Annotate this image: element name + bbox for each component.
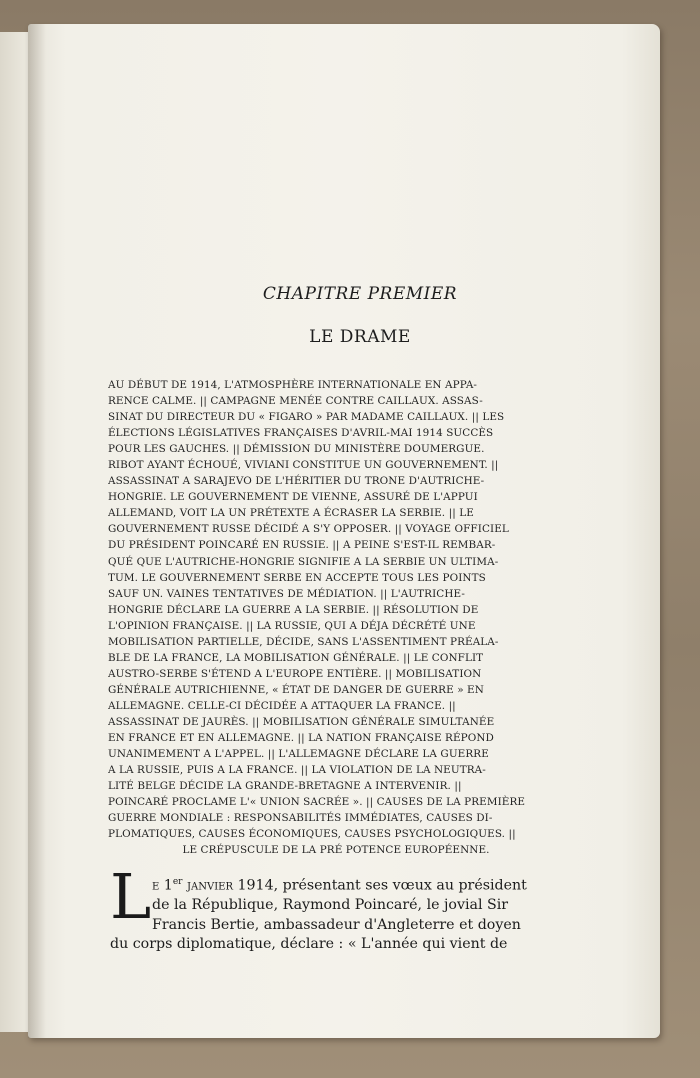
- summary-line: ASSASSINAT A SARAJEVO DE L'HÉRITIER DU TRONE D'AUTRICHE-: [108, 475, 485, 488]
- summary-line: SINAT DU DIRECTEUR DU « FIGARO » PAR MADAME CAILLAUX. || LES: [108, 411, 505, 424]
- summary-line: POINCARÉ PROCLAME L'« UNION SACRÉE ». || CAUSES DE LA PREMIÈRE: [108, 796, 526, 809]
- summary-line: HONGRIE DÉCLARE LA GUERRE A LA SERBIE. || RÉSOLUTION DE: [108, 603, 479, 616]
- summary-line: BLE DE LA FRANCE, LA MOBILISATION GÉNÉRALE. || LE CONFLIT: [108, 651, 484, 664]
- summary-line: PLOMATIQUES, CAUSES ÉCONOMIQUES, CAUSES PSYCHOLOGIQUES. ||: [108, 828, 516, 841]
- summary-line: QUÉ QUE L'AUTRICHE-HONGRIE SIGNIFIE A LA SERBIE UN ULTIMA-: [108, 555, 499, 568]
- summary-line: HONGRIE. LE GOUVERNEMENT DE VIENNE, ASSURÉ DE L'APPUI: [108, 491, 478, 504]
- summary-line: POUR LES GAUCHES. || DÉMISSION DU MINISTÈRE DOUMERGUE.: [108, 443, 485, 456]
- ordinal-superscript: er: [172, 877, 183, 887]
- summary-line: LITÉ BELGE DÉCIDE LA GRANDE-BRETAGNE A INTERVENIR. ||: [108, 780, 462, 793]
- summary-line: L'OPINION FRANÇAISE. || LA RUSSIE, QUI A DÉJA DÉCRÉTÉ UNE: [108, 619, 476, 632]
- summary-line: ÉLECTIONS LÉGISLATIVES FRANÇAISES D'AVRIL-MAI 1914 SUCCÈS: [108, 427, 494, 440]
- body-paragraph: [110, 873, 566, 955]
- drop-cap: L: [110, 860, 152, 933]
- summary-line: TUM. LE GOUVERNEMENT SERBE EN ACCEPTE TOUS LES POINTS: [108, 571, 486, 584]
- body-line-1-smallcaps-pre: e 1: [152, 877, 173, 894]
- summary-line: GUERRE MONDIALE : RESPONSABILITÉS IMMÉDIATES, CAUSES DI-: [108, 812, 493, 825]
- body-line-1-rest: présentant ses vœux au président: [278, 877, 527, 894]
- chapter-heading: CHAPITRE PREMIER: [262, 284, 458, 304]
- summary-line: UNANIMEMENT A L'APPEL. || L'ALLEMAGNE DÉCLARE LA GUERRE: [108, 748, 489, 761]
- summary-last-line: LE CRÉPUSCULE DE LA PRÉ POTENCE EUROPÉENNE.: [182, 844, 490, 857]
- summary-line: RIBOT AYANT ÉCHOUÉ, VIVIANI CONSTITUE UN GOUVERNEMENT. ||: [108, 459, 499, 472]
- page-gutter-shadow: [28, 24, 46, 1038]
- chapter-summary: [108, 377, 564, 858]
- summary-line: SAUF UN. VAINES TENTATIVES DE MÉDIATION. || L'AUTRICHE-: [108, 587, 466, 600]
- chapter-title: LE DRAME: [309, 327, 411, 347]
- summary-line: MOBILISATION PARTIELLE, DÉCIDE, SANS L'ASSENTIMENT PRÉALA-: [108, 635, 499, 648]
- summary-line: ALLEMAGNE. CELLE-CI DÉCIDÉE A ATTAQUER LA FRANCE. ||: [108, 699, 456, 712]
- summary-line: A LA RUSSIE, PUIS A LA FRANCE. || LA VIOLATION DE LA NEUTRA-: [108, 764, 486, 777]
- summary-line: GOUVERNEMENT RUSSE DÉCIDÉ A S'Y OPPOSER. || VOYAGE OFFICIEL: [108, 523, 509, 536]
- body-line-1: [152, 873, 566, 896]
- summary-line: DU PRÉSIDENT POINCARÉ EN RUSSIE. || A PEINE S'EST-IL REMBAR-: [108, 539, 496, 552]
- summary-line: EN FRANCE ET EN ALLEMAGNE. || LA NATION FRANÇAISE RÉPOND: [108, 732, 494, 745]
- body-line-4: du corps diplomatique, déclare : « L'année qui vient de: [110, 936, 508, 953]
- summary-line: ASSASSINAT DE JAURÈS. || MOBILISATION GÉNÉRALE SIMULTANÉE: [108, 715, 495, 728]
- summary-line: AU DÉBUT DE 1914, L'ATMOSPHÈRE INTERNATIONALE EN APPA-: [108, 379, 478, 391]
- body-line-2: de la République, Raymond Poincaré, le jovial Sir: [152, 897, 509, 914]
- summary-line: GÉNÉRALE AUTRICHIENNE, « ÉTAT DE DANGER DE GUERRE » EN: [108, 683, 484, 696]
- body-line-3: Francis Bertie, ambassadeur d'Angleterre et doyen: [152, 916, 521, 933]
- summary-line: AUSTRO-SERBE S'ÉTEND A L'EUROPE ENTIÈRE. || MOBILISATION: [108, 667, 482, 680]
- summary-line: ALLEMAND, VOIT LA UN PRÉTEXTE A ÉCRASER LA SERBIE. || LE: [108, 507, 474, 520]
- body-line-1-smallcaps-post: janvier 1914,: [182, 877, 279, 894]
- summary-line: RENCE CALME. || CAMPAGNE MENÉE CONTRE CAILLAUX. ASSAS-: [108, 395, 483, 408]
